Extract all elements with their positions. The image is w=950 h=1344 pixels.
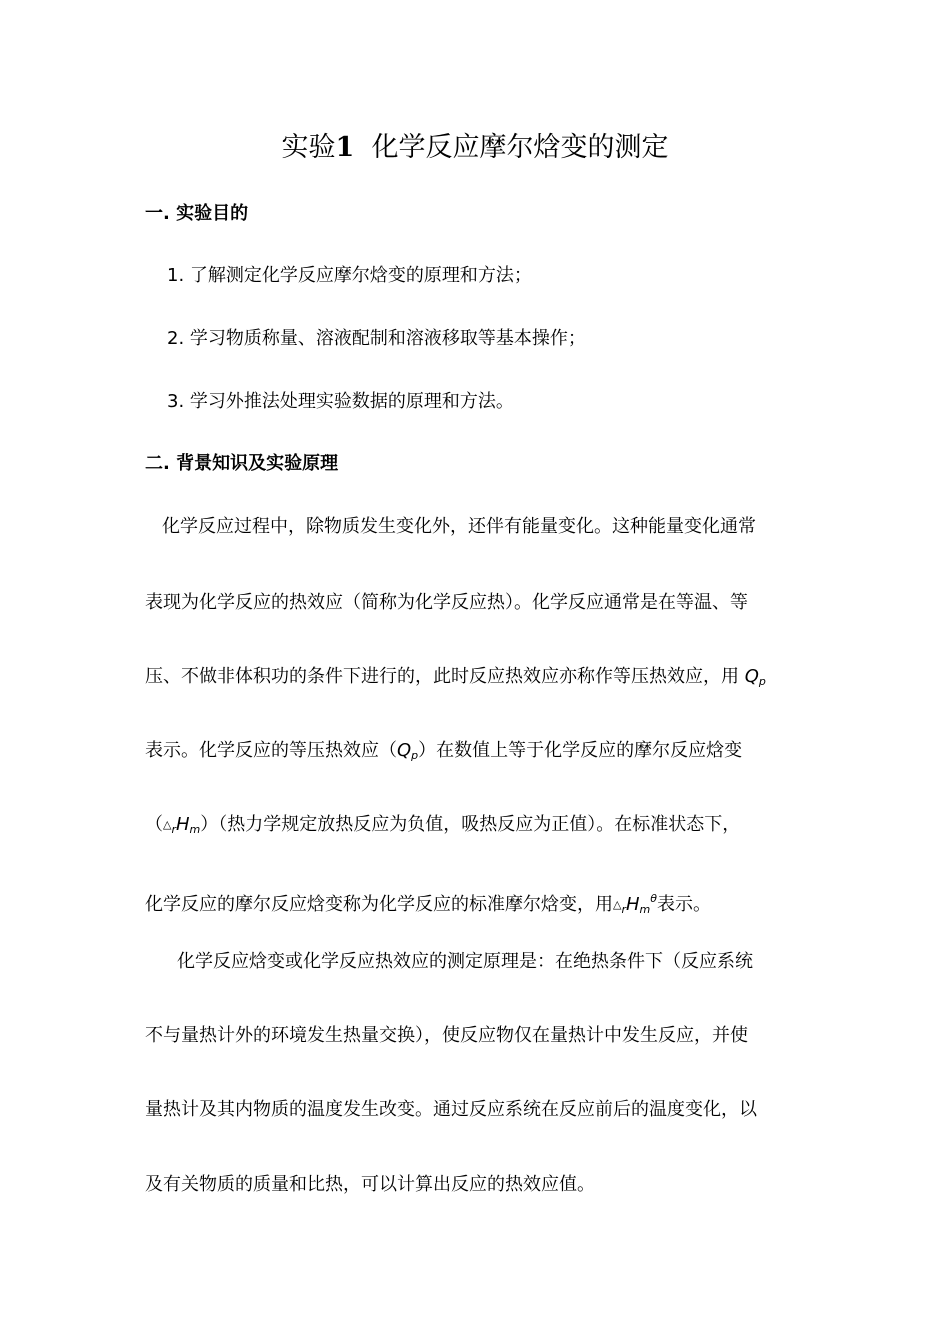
delta-symbol-std: △	[613, 898, 622, 911]
title-prefix: 实验	[281, 132, 336, 163]
paragraph1-line5-rest: ）（热力学规定放热反应为负值，吸热反应为正值）。在标准状态下，	[200, 814, 741, 835]
delta-symbol: △	[163, 818, 172, 831]
qp-symbol: Q	[744, 666, 759, 687]
paragraph1-line1: 化学反应过程中，除物质发生变化外，还伴有能量变化。这种能量变化通常	[162, 516, 756, 537]
m-subscript: m	[189, 823, 201, 836]
section-heading-background: 二. 背景知识及实验原理	[145, 453, 339, 474]
paragraph1-line4-a: 表示。化学反应的等压热效应（	[145, 740, 397, 761]
r-subscript-std: r	[621, 903, 626, 916]
paragraph2-line3: 量热计及其内物质的温度发生改变。通过反应系统在反应前后的温度变化，以	[145, 1099, 757, 1120]
objective-item-2: 2. 学习物质称量、溶液配制和溶液移取等基本操作；	[167, 328, 586, 349]
title-text: 化学反应摩尔焓变的测定	[371, 132, 669, 163]
r-subscript: r	[171, 823, 176, 836]
theta-superscript: θ	[650, 892, 657, 905]
h-symbol: H	[176, 814, 190, 835]
paragraph2-line2: 不与量热计外的环境发生热量交换），使反应物仅在量热计中发生反应，并使	[145, 1025, 748, 1046]
paragraph1-line3	[145, 664, 766, 695]
paren-open: （	[145, 814, 163, 835]
paragraph2-line4: 及有关物质的质量和比热，可以计算出反应的热效应值。	[145, 1174, 595, 1195]
paragraph1-line2: 表现为化学反应的热效应（简称为化学反应热）。化学反应通常是在等温、等	[145, 592, 748, 613]
paragraph1-line6-a: 化学反应的摩尔反应焓变称为化学反应的标准摩尔焓变，用	[145, 894, 613, 915]
paragraph1-line5	[145, 812, 740, 843]
paragraph1-line6-b: 表示。	[657, 894, 711, 915]
h-symbol-std: H	[626, 894, 640, 915]
paragraph1-line6	[145, 886, 711, 923]
paragraph1-line3-text: 压、不做非体积功的条件下进行的，此时反应热效应亦称作等压热效应，用	[145, 666, 745, 687]
m-subscript-std: m	[639, 903, 651, 916]
section-heading-objectives: 一. 实验目的	[145, 203, 249, 224]
qp-subscript-inline: p	[411, 749, 419, 762]
paragraph1-line4	[145, 738, 742, 769]
objective-item-3: 3. 学习外推法处理实验数据的原理和方法。	[167, 391, 514, 412]
paragraph1-line4-b: ）在数值上等于化学反应的摩尔反应焓变	[418, 740, 743, 761]
objective-item-1: 1. 了解测定化学反应摩尔焓变的原理和方法；	[167, 265, 532, 286]
paragraph2-line1: 化学反应焓变或化学反应热效应的测定原理是：在绝热条件下（反应系统	[177, 951, 753, 972]
qp-symbol-inline: Q	[397, 740, 412, 761]
title-number: 1	[335, 132, 355, 163]
page-title	[0, 128, 950, 168]
qp-subscript: p	[758, 675, 766, 688]
